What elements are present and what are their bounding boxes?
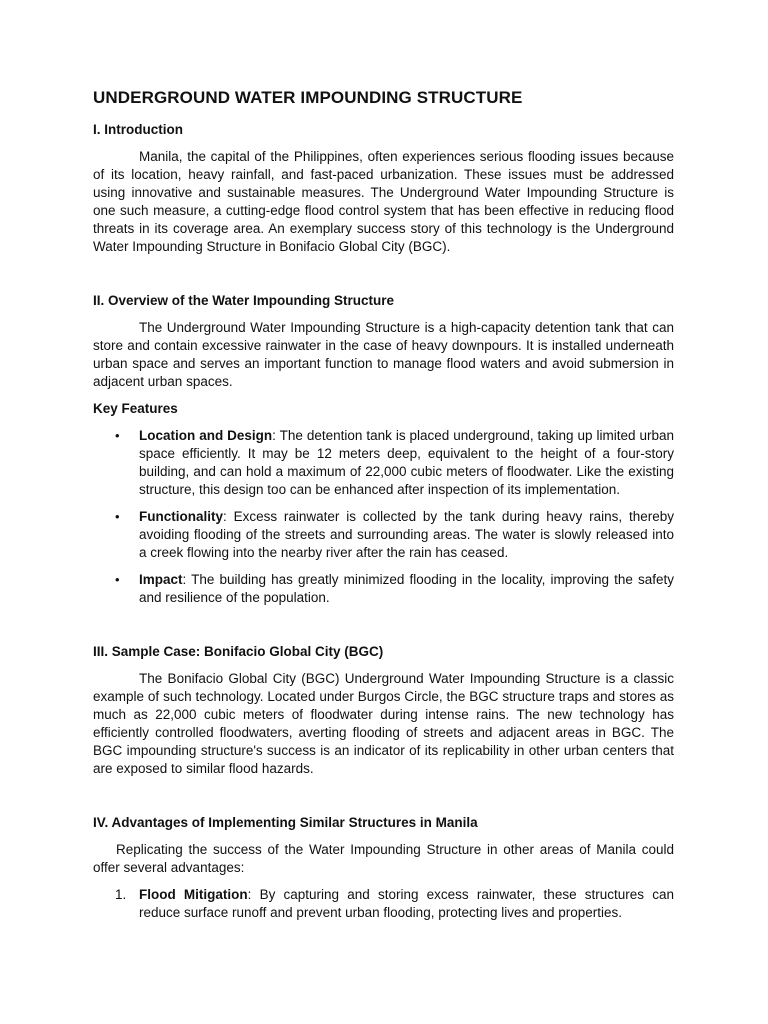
introduction-paragraph: Manila, the capital of the Philippines, often experiences serious flooding issues because of its location, heavy rainfall, and fast-paced urbanization. These issues must be addressed using innovative and sustainable measures. The Underground Water Impounding Structure is one such measure, a cutting-edge flood control system that has been effective in reducing flood threats in its coverage area. An exemplary success story of this technology is the Underground Water Impounding Structure in Bonifacio Global City (BGC). [93,149,674,254]
key-features-label: Key Features [93,401,178,416]
section-spacer [93,778,674,814]
bullet-icon: • [115,428,120,443]
feature-text: : Excess rainwater is collected by the tank during heavy rains, thereby avoiding flooding of the streets and surrounding areas. The water is slowly released into a creek flowing into the nearby river after the rain has ceased. [139,509,674,560]
feature-text: : The building has greatly minimized flooding in the locality, improving the safety and resilience of the population. [139,572,674,605]
advantages-list [93,886,674,922]
section-spacer [93,616,674,643]
document-title: UNDERGROUND WATER IMPOUNDING STRUCTURE [93,88,523,107]
list-item [93,886,674,922]
list-item [93,508,674,562]
feature-label: Functionality [139,509,223,524]
feature-text: : The detention tank is placed underground, taking up limited urban space efficiently. It may be 12 meters deep, equivalent to the height of a four-story building, and can hold a maximum of 22,000 cubic meters of floodwater. Like the existing structure, this design too can be enhanced after inspection of its implementation. [139,428,674,497]
advantage-text: : By capturing and storing excess rainwater, these structures can reduce surface runoff and prevent urban flooding, protecting lives and properties. [139,887,674,920]
bullet-icon: • [115,509,120,524]
section-heading-sample-case: III. Sample Case: Bonifacio Global City (BGC) [93,644,384,659]
advantage-label: Flood Mitigation [139,887,248,902]
list-item [93,427,674,499]
list-number: 1. [115,887,127,902]
key-features-list [93,427,674,607]
list-item [93,571,674,607]
overview-paragraph: The Underground Water Impounding Structure is a high-capacity detention tank that can store and contain excessive rainwater in the case of heavy downpours. It is installed underneath urban space and serves an important function to manage flood waters and avoid submersion in adjacent urban spaces. [93,320,674,389]
section-heading-overview: II. Overview of the Water Impounding Structure [93,293,395,308]
advantages-paragraph: Replicating the success of the Water Impounding Structure in other areas of Manila could offer several advantages: [93,842,674,875]
feature-label: Impact [139,572,183,587]
feature-label: Location and Design [139,428,273,443]
section-spacer [93,256,674,292]
sample-case-paragraph: The Bonifacio Global City (BGC) Underground Water Impounding Structure is a classic example of such technology. Located under Burgos Circle, the BGC structure traps and stores as much as 22,000 cubic meters of floodwater during intense rains. The new technology has efficiently controlled floodwaters, averting flooding of streets and adjacent areas in BGC. The BGC impounding structure's success is an indicator of its replicability in other urban centers that are exposed to similar flood hazards. [93,671,674,776]
bullet-icon: • [115,572,120,587]
section-heading-introduction: I. Introduction [93,122,183,137]
section-heading-advantages: IV. Advantages of Implementing Similar Structures in Manila [93,815,478,830]
